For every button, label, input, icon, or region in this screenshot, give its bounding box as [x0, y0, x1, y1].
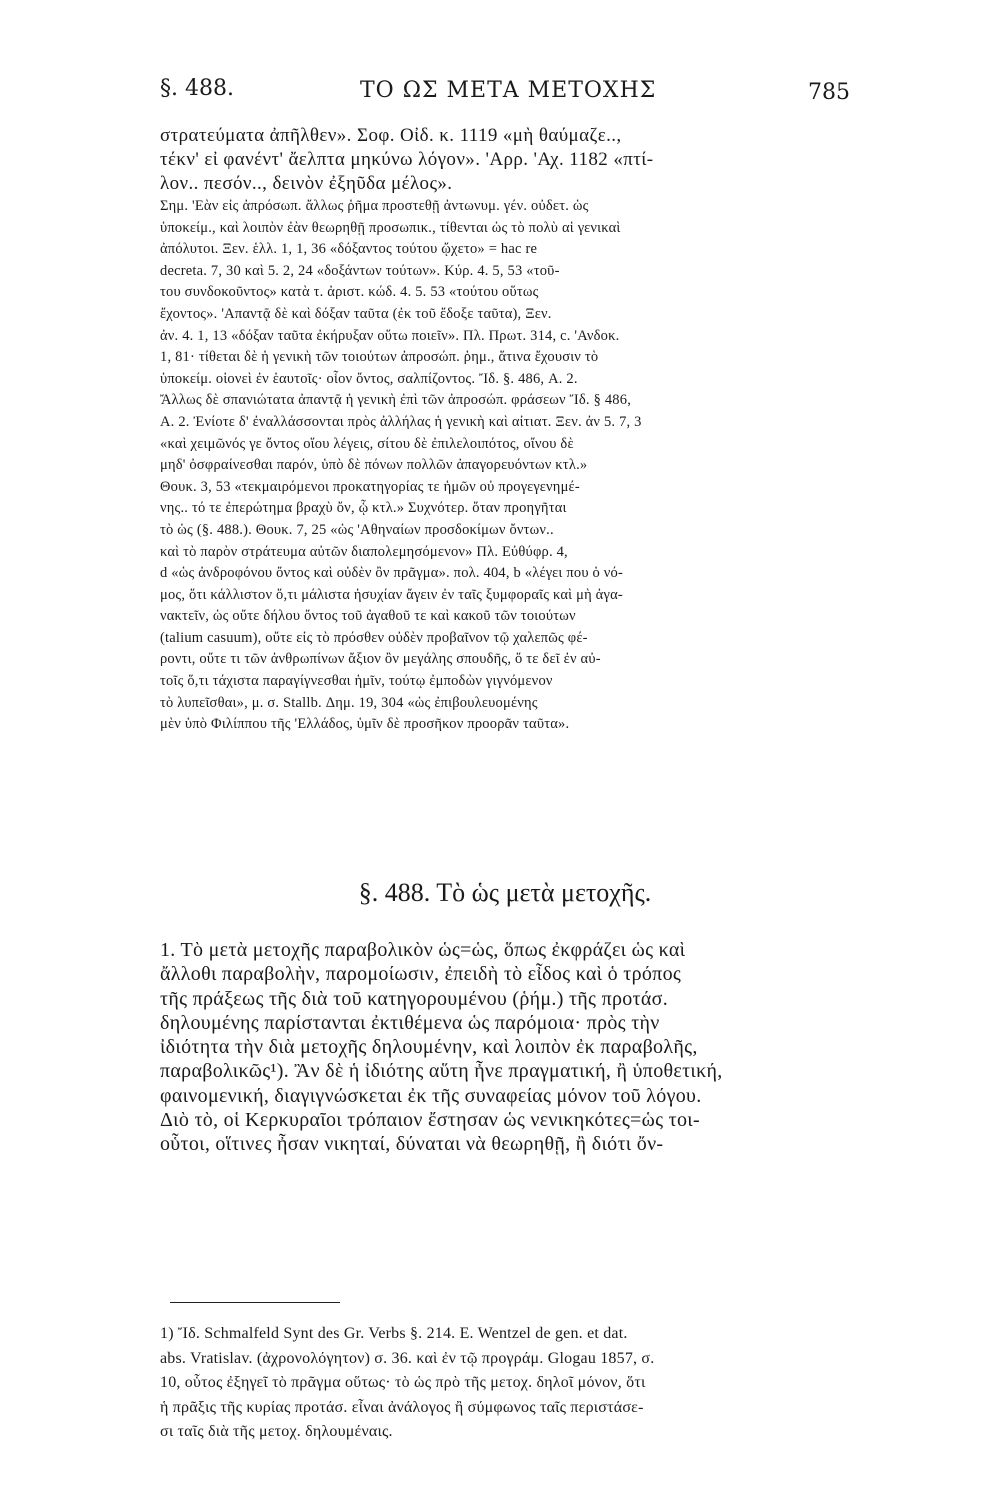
note-line: τοῖς ὅ,τι τάχιστα παραγίγνεσθαι ἡμῖν, τούτῳ ἐμποδὼν γιγνόμενον [160, 673, 553, 690]
note-line: decreta. 7, 30 καὶ 5. 2, 24 «δοξάντων τούτων». Κύρ. 4. 5, 53 «τοῦ- [160, 262, 560, 279]
note-line: νης.. τό τε ἐπερώτημα βραχὺ ὄν, ᾧ κτλ.» Συχνότερ. ὅταν προηγῆται [160, 500, 567, 517]
header-section-number: §. 488. [160, 76, 234, 101]
note-line: ἀπόλυτοι. Ξεν. ἑλλ. 1, 1, 36 «δόξαντος τούτου ᾤχετο» = hac re [160, 241, 538, 258]
body-line: δηλουμένης παρίστανται ἐκτιθέμενα ὡς παρόμοια· πρὸς τὴν [160, 1011, 660, 1034]
body-line: 1. Τὸ μετὰ μετοχῆς παραβολικὸν ὡς=ὡς, ὅπως ἐκφράζει ὡς καὶ [160, 939, 686, 961]
body-line: Διὸ τὸ, οἱ Κερκυραῖοι τρόπαιον ἔστησαν ὡς νενικηκότες=ὡς τοι- [160, 1109, 700, 1132]
note-line: 1, 81· τίθεται δὲ ἡ γενικὴ τῶν τοιούτων ἀπροσώπ. ῥημ., ἅτινα ἔχουσιν τὸ [160, 349, 599, 366]
preceding-section-text [160, 124, 850, 736]
note-line: Ἄλλως δὲ σπανιώτατα ἀπαντᾷ ἡ γενικὴ ἐπὶ τῶν ἀπροσώπ. φράσεων Ἴδ. § 486, [160, 392, 632, 409]
footnote-rule [170, 1302, 340, 1303]
body-line: φαινομενική, διαγιγνώσκεται ἐκ τῆς συναφείας μόνον τοῦ λόγου. [160, 1084, 702, 1107]
note-line: τὸ λυπεῖσθαι», μ. σ. Stallb. Δημ. 19, 304 «ὡς ἐπιβουλευομένης [160, 694, 538, 711]
body-line: οὗτοι, οἵτινες ἦσαν νικηταί, δύναται νὰ θεωρηθῇ, ἢ διότι ὄν- [160, 1133, 664, 1156]
note-line: ὑποκείμ., καὶ λοιπὸν ἐὰν θεωρηθῇ προσωπικ., τίθενται ὡς τὸ πολὺ αἱ γενικαὶ [160, 219, 621, 236]
note-line: ἔχοντος». 'Απαντᾷ δὲ καὶ δόξαν ταῦτα (ἐκ τοῦ ἔδοξε ταῦτα), Ξεν. [160, 305, 552, 322]
footnote-line: 10, οὗτος ἐξηγεῖ τὸ πρᾶγμα οὕτως· τὸ ὡς πρὸ τῆς μετοχ. δηλοῖ μόνον, ὅτι [160, 1374, 646, 1391]
note-line: καὶ τὸ παρὸν στράτευμα αὐτῶν διαπολεμησόμενον» Πλ. Εὐθύφρ. 4, [160, 543, 568, 560]
body-line: παραβολικῶς¹). Ἂν δὲ ἡ ἰδιότης αὕτη ἦνε πραγματική, ἢ ὑποθετική, [160, 1060, 723, 1083]
footnote-line: 1) Ἴδ. Schmalfeld Synt des Gr. Verbs §. 214. E. Wentzel de gen. et dat. [160, 1325, 628, 1342]
text-line: τέκν' εἰ φανέντ' ἄελπτα μηκύνω λόγον». 'Αρρ. 'Αχ. 1182 «πτί- [160, 149, 654, 170]
header-title: ΤΟ ΩΣ ΜΕΤΑ ΜΕΤΟΧΗΣ [360, 78, 657, 103]
note-line: νακτεῖν, ὡς οὔτε δήλου ὄντος τοῦ ἀγαθοῦ τε καὶ κακοῦ τῶν τοιούτων [160, 608, 576, 625]
section-heading: §. 488. Τὸ ὡς μετὰ μετοχῆς. [358, 878, 652, 907]
note-line: A. 2. Ἐνίοτε δ' ἐναλλάσσονται πρὸς ἀλλήλας ἡ γενικὴ καὶ αἰτιατ. Ξεν. ἀν 5. 7, 3 [160, 413, 642, 430]
text-line: στρατεύματα ἀπῆλθεν». Σοφ. Οἰδ. κ. 1119 «μὴ θαύμαζε.., [160, 125, 622, 146]
note-line: μὲν ὑπὸ Φιλίππου τῆς 'Ελλάδος, ὑμῖν δὲ προσῆκον προορᾶν ταῦτα». [160, 716, 570, 733]
note-line: Θουκ. 3, 53 «τεκμαιρόμενοι προκατηγορίας τε ἡμῶν οὐ προγεγενημέ- [160, 478, 580, 495]
note-line: Σημ. 'Εὰν εἰς ἀπρόσωπ. ἄλλως ῥῆμα προστεθῇ ἀντωνυμ. γέν. οὐδετ. ὡς [160, 198, 589, 214]
body-line: ἰδιότητα τὴν διὰ μετοχῆς δηλουμένην, καὶ λοιπὸν ἐκ παραβολῆς, [160, 1036, 698, 1059]
section-body [160, 938, 850, 1157]
note-line: τὸ ὡς (§. 488.). Θουκ. 7, 25 «ὡς 'Αθηναίων προσδοκίμων ὄντων.. [160, 521, 554, 538]
body-line: τῆς πράξεως τῆς διὰ τοῦ κατηγορουμένου (ῥήμ.) τῆς προτάσ. [160, 987, 669, 1010]
note-line: ὑποκείμ. οἱονεὶ ἐν ἑαυτοῖς· οἷον ὄντος, σαλπίζοντος. Ἴδ. §. 486, A. 2. [160, 370, 578, 387]
page-number: 785 [808, 80, 850, 105]
note-line: ἀν. 4. 1, 13 «δόξαν ταῦτα ἐκήρυξαν οὕτω ποιεῖν». Πλ. Πρωτ. 314, c. 'Ανδοκ. [160, 327, 620, 344]
note-line: «καὶ χειμῶνός γε ὄντος οἵου λέγεις, σίτου δὲ ἐπιλελοιπότος, οἴνου δὲ [160, 435, 574, 452]
note-line: (talium casuum), οὔτε εἰς τὸ πρόσθεν οὐδὲν προβαῖνον τῷ χαλεπῶς φέ- [160, 629, 588, 646]
footnote-line: ἡ πρᾶξις τῆς κυρίας προτάσ. εἶναι ἀνάλογος ἢ σύμφωνος ταῖς περιστάσε- [160, 1398, 644, 1416]
footnote-line: abs. Vratislav. (ἀχρονολόγητον) σ. 36. καὶ ἐν τῷ προγράμ. Glogau 1857, σ. [160, 1349, 655, 1367]
note-line: μος, ὅτι κάλλιστον ὅ,τι μάλιστα ἡσυχίαν ἄγειν ἐν ταῖς ξυμφοραῖς καὶ μὴ ἀγα- [160, 586, 623, 603]
note-line: μηδ' ὀσφραίνεσθαι παρόν, ὑπὸ δὲ πόνων πολλῶν ἀπαγορευόντων κτλ.» [160, 457, 588, 474]
footnotes [160, 1322, 850, 1445]
note-line: του συνδοκοῦντος» κατὰ τ. ἀριστ. κώδ. 4. 5. 53 «τούτου οὕτως [160, 284, 539, 301]
body-line: ἄλλοθι παραβολὴν, παρομοίωσιν, ἐπειδὴ τὸ εἶδος καὶ ὁ τρόπος [160, 963, 682, 986]
note-line: ροντι, οὔτε τι τῶν ἀνθρωπίνων ἄξιον ὂν μεγάλης σπουδῆς, ὅ τε δεῖ ἐν αὐ- [160, 651, 601, 668]
footnote-line: σι ταῖς διὰ τῆς μετοχ. δηλουμέναις. [160, 1423, 393, 1440]
note-line: d «ὡς ἀνδροφόνου ὄντος καὶ οὐδὲν ὂν πρᾶγμα». πολ. 404, b «λέγει που ὁ νό- [160, 565, 624, 582]
text-line: λον.. πεσόν.., δεινὸν ἐξηῦδα μέλος». [160, 173, 453, 194]
running-header [160, 76, 850, 116]
